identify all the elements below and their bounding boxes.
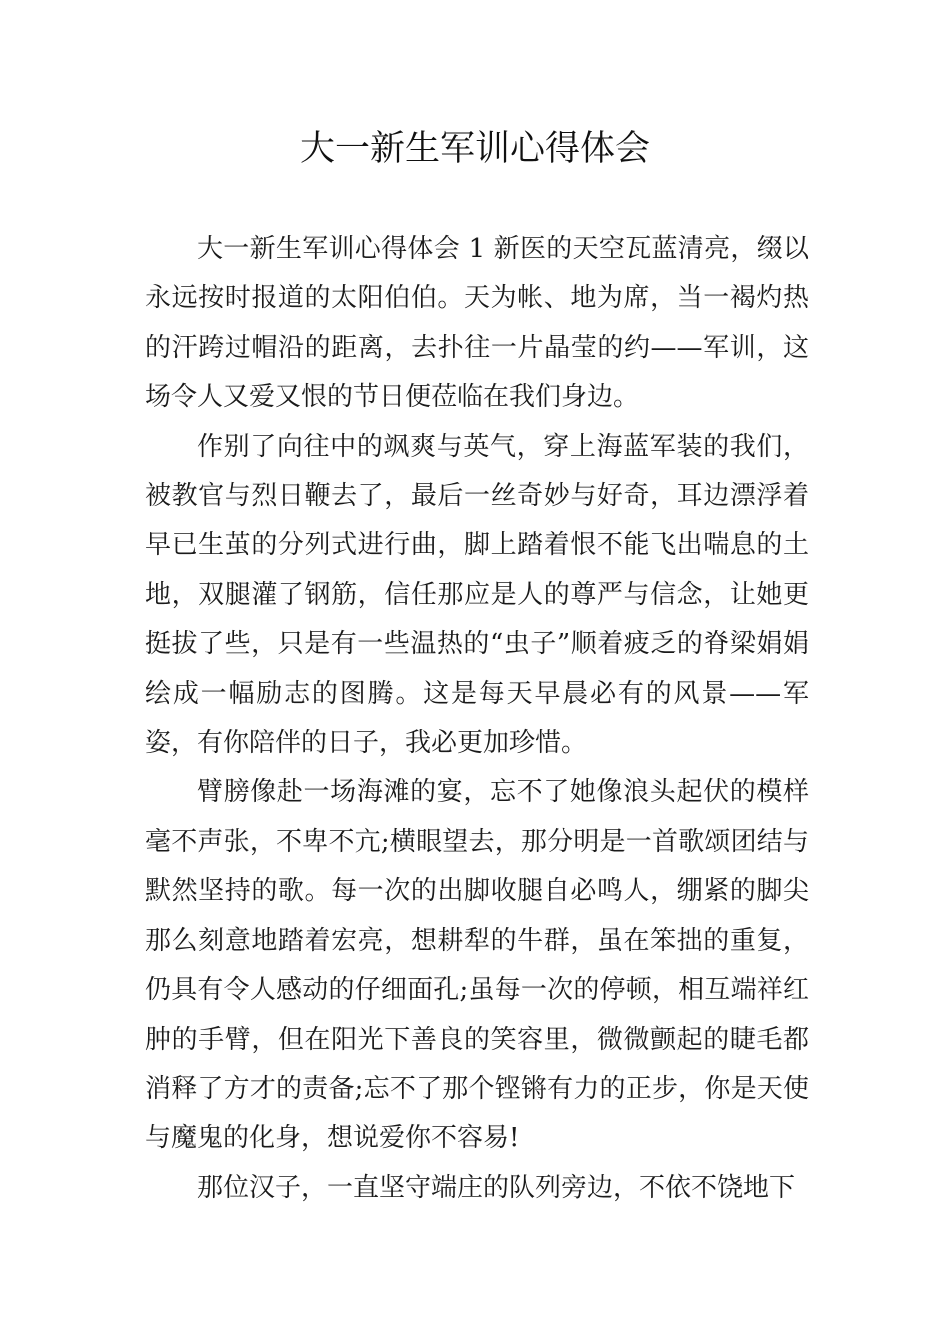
- paragraph-4: 那位汉子，一直坚守端庄的队列旁边，不依不饶地下: [197, 1172, 796, 1203]
- paragraph-3: 臂膀像赴一场海滩的宴，忘不了她像浪头起伏的模样毫不声张，不卑不亢;横眼望去，那分明是一首歌颂团结与默然坚持的歌。每一次的出脚收腿自必鸣人，绷紧的脚尖那么刻意地踏着宏亮，想耕犁的牛群，虽在笨拙的重复，仍具有令人感动的仔细面孔;虽每一次的停顿，相互端祥红肿的手臂，但在阳光下善良的笑容里，微微颤起的睫毛都消释了方才的责备;忘不了那个铿锵有力的正步，你是天使与魔鬼的化身，想说爱你不容易!: [145, 777, 809, 1154]
- document-body: [145, 225, 809, 1213]
- document-title: 大一新生军训心得体会: [299, 129, 650, 169]
- paragraph-1: 大一新生军训心得体会 1 新医的天空瓦蓝清亮，缀以永远按时报道的太阳伯伯。天为帐、地为席，当一褐灼热的汗跨过帽沿的距离，去扑往一片晶莹的约——军训，这场令人又爱又恨的节日便莅临在我们身边。: [145, 234, 809, 413]
- paragraph-2: 作别了向往中的飒爽与英气，穿上海蓝军装的我们，被教官与烈日鞭去了，最后一丝奇妙与好奇，耳边漂浮着早已生茧的分列式进行曲，脚上踏着恨不能飞出喘息的土地，双腿灌了钢筋，信任那应是人的尊严与信念，让她更挺拔了些，只是有一些温热的“虫子”顺着疲乏的脊梁娟娟绘成一幅励志的图腾。这是每天早晨必有的风景——军姿，有你陪伴的日子，我必更加珍惜。: [145, 431, 809, 759]
